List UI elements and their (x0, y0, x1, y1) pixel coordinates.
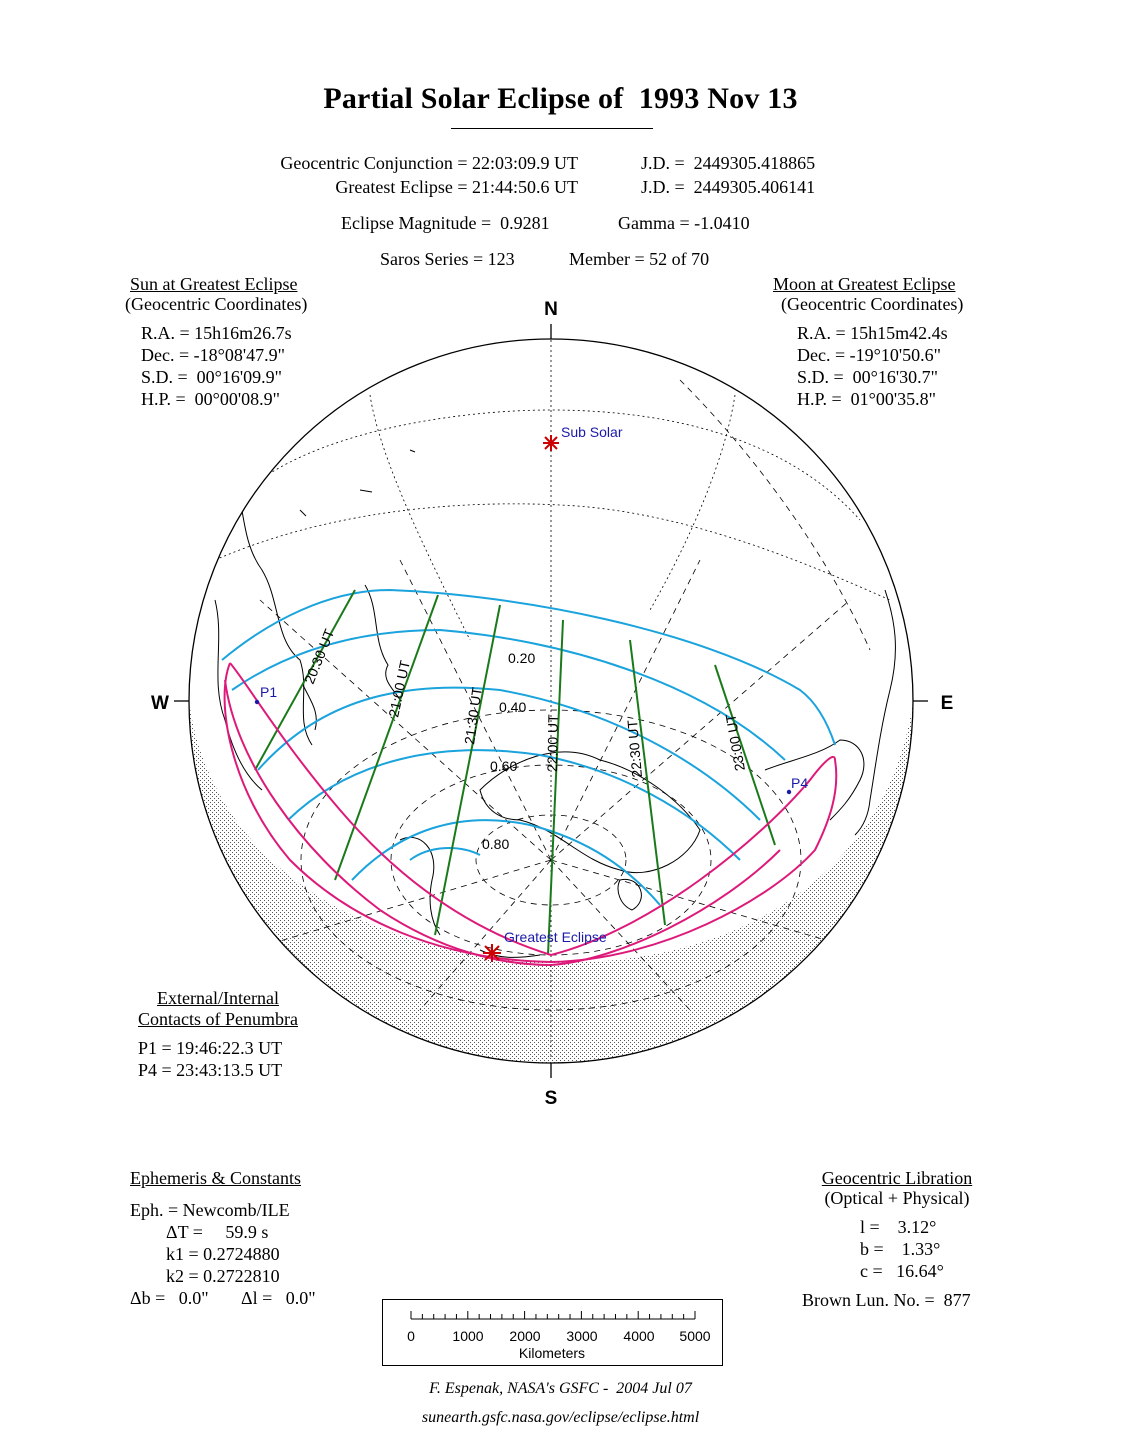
moon-heading: Moon at Greatest Eclipse (773, 274, 956, 294)
libration-heading: Geocentric Libration (821, 1168, 973, 1188)
libration-c: c = 16.64° (860, 1261, 944, 1281)
magnitude-label-060: 0.60 (490, 758, 518, 774)
ephemeris-k1: k1 = 0.2724880 (166, 1244, 280, 1264)
contacts-heading-1: External/Internal (157, 988, 279, 1008)
time-label-2130: 21:30 UT (461, 686, 485, 746)
sub-solar-label: Sub Solar (561, 424, 623, 440)
time-label-2030: 20:30 UT (300, 626, 338, 687)
libration-b: b = 1.33° (860, 1239, 941, 1259)
sun-ra: R.A. = 15h16m26.7s (141, 323, 292, 343)
west-label: W (151, 693, 169, 714)
brown-lunation: Brown Lun. No. = 877 (802, 1290, 971, 1310)
ephemeris-delta-t: ΔT = 59.9 s (166, 1222, 269, 1242)
time-label-2200: 22:00 UT (544, 714, 562, 773)
north-label: N (544, 299, 558, 320)
scale-tick-label: 0 (407, 1328, 415, 1344)
greatest-time: 21:44:50.6 UT (472, 177, 578, 197)
gamma: Gamma = -1.0410 (618, 213, 750, 233)
scale-tick-label: 5000 (679, 1328, 711, 1344)
sun-hp: H.P. = 00°00'08.9" (141, 389, 280, 409)
moon-sd: S.D. = 00°16'30.7" (797, 367, 938, 387)
time-label-2230: 22:30 UT (624, 719, 645, 779)
libration-l: l = 3.12° (860, 1217, 937, 1237)
magnitude-curve-080 (352, 820, 660, 905)
ephemeris-delta-b: Δb = 0.0" (130, 1288, 209, 1308)
greatest-eclipse-label: Greatest Eclipse (504, 929, 607, 945)
scale-tick-label: 3000 (566, 1328, 598, 1344)
contacts-heading-2: Contacts of Penumbra (138, 1009, 298, 1029)
scale-unit: Kilometers (518, 1345, 586, 1361)
greatest-eclipse-marker (483, 944, 501, 962)
ephemeris-delta-l: Δl = 0.0" (241, 1288, 316, 1308)
libration-subheading: (Optical + Physical) (824, 1188, 970, 1208)
sun-heading: Sun at Greatest Eclipse (130, 274, 298, 294)
ephemeris-eph: Eph. = Newcomb/ILE (130, 1200, 290, 1220)
scale-box (382, 1299, 723, 1366)
saros-member: Member = 52 of 70 (569, 249, 710, 269)
scale-tick-label: 2000 (509, 1328, 541, 1344)
conjunction-jd: J.D. = 2449305.418865 (641, 153, 816, 173)
scale-tick-label: 1000 (452, 1328, 484, 1344)
east-label: E (940, 693, 954, 714)
sub-solar-marker (543, 435, 559, 451)
magnitude-label-020: 0.20 (508, 650, 536, 666)
p1-label: P1 (260, 684, 278, 700)
p4-label: P4 (791, 775, 809, 791)
p1-marker (255, 700, 259, 704)
source-url: sunearth.gsfc.nasa.gov/eclipse/eclipse.html (421, 1409, 700, 1426)
contact-p4: P4 = 23:43:13.5 UT (138, 1060, 283, 1080)
scale-tick-label: 4000 (623, 1328, 655, 1344)
magnitude-curve-inner (410, 848, 480, 860)
south-label: S (544, 1088, 558, 1109)
time-line-2100 (335, 595, 438, 880)
eclipse-magnitude: Eclipse Magnitude = 0.9281 (341, 213, 550, 233)
moon-hp: H.P. = 01°00'35.8" (797, 389, 936, 409)
moon-ra: R.A. = 15h15m42.4s (797, 323, 948, 343)
magnitude-label-040: 0.40 (499, 699, 527, 715)
sun-subheading: (Geocentric Coordinates) (125, 294, 308, 314)
greatest-label: Greatest Eclipse = (335, 177, 472, 197)
page-title: Partial Solar Eclipse of 1993 Nov 13 (323, 82, 798, 115)
time-label-2300: 23:00 UT (722, 712, 748, 773)
sun-sd: S.D. = 00°16'09.9" (141, 367, 282, 387)
conjunction-time: 22:03:09.9 UT (472, 153, 578, 173)
ephemeris-heading: Ephemeris & Constants (130, 1168, 301, 1188)
sun-dec: Dec. = -18°08'47.9" (141, 345, 285, 365)
greatest-jd: J.D. = 2449305.406141 (641, 177, 816, 197)
moon-dec: Dec. = -19°10'50.6" (797, 345, 941, 365)
time-label-2100: 21:00 UT (385, 658, 413, 719)
ephemeris-k2: k2 = 0.2722810 (166, 1266, 280, 1286)
moon-subheading: (Geocentric Coordinates) (781, 294, 964, 314)
conjunction-label: Geocentric Conjunction = (280, 153, 472, 173)
contact-p1: P1 = 19:46:22.3 UT (138, 1038, 283, 1058)
magnitude-label-080: 0.80 (482, 836, 510, 852)
saros-series: Saros Series = 123 (380, 249, 515, 269)
credit: F. Espenak, NASA's GSFC - 2004 Jul 07 (429, 1380, 692, 1397)
